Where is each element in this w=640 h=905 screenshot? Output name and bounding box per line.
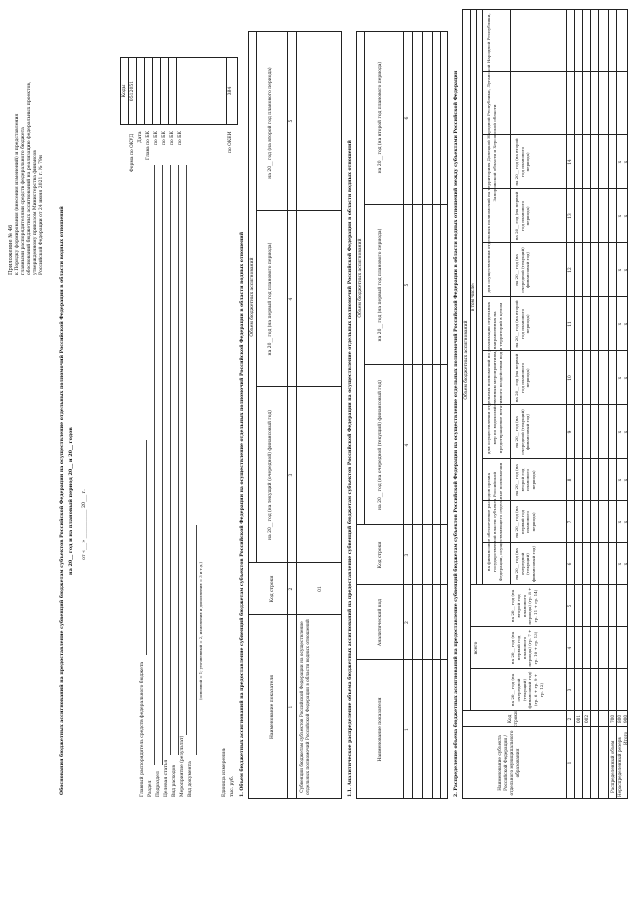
x-mark: x (617, 322, 622, 326)
column-number: 5 (568, 604, 573, 608)
column-header: на 20__ год (на первый год планового периода) (514, 191, 531, 241)
column-header: Код строки (378, 541, 383, 569)
column-number: 3 (289, 473, 294, 477)
form-code: 0512051 (130, 80, 135, 102)
column-header: на финансовое обеспечение расходов органа государственной власти субъекта Российской Федерации, осуществляющего отдельные полномочия (486, 462, 503, 582)
column-header: на 20__ год (на очередной (текущий) финансовый год) (514, 247, 531, 293)
form-label: Форма по ОКУД (130, 133, 135, 172)
column-header: на 20__ год (на очередной (текущий) финансовый год) (378, 380, 383, 511)
column-header: на 20__ год (на очередной (текущий) финансовый год) (514, 409, 531, 455)
x-mark: x (623, 562, 628, 566)
table-row-code: 700 (610, 715, 615, 723)
column-number: 10 (568, 375, 573, 381)
column-header: на 20__ год (на второй год планового периода) (378, 61, 383, 174)
column-number: 5 (405, 283, 410, 287)
x-mark: x (617, 430, 622, 434)
table-row-code: 01 (318, 586, 323, 592)
column-header: Наименование показателя (270, 675, 275, 739)
okei-value: 384 (228, 86, 233, 96)
column-number: 11 (568, 321, 573, 327)
column-number: 6 (568, 562, 573, 566)
date-label: Дата (138, 131, 143, 143)
section11-title: 1.1. Аналитическое распределение объема бюджетных ассигнований на предоставление субвенций бюджетам субъектов Российской Федерации на осуществление отдельных полномочий Российской Федерации в области водных отношений (348, 140, 353, 797)
column-header: на 20__ год (на второй год планового периода) (268, 67, 273, 179)
column-number: 13 (568, 213, 573, 219)
column-header: всего (474, 641, 479, 655)
column-number: 4 (568, 646, 573, 650)
column-header: на 20__ год (на второй год планового периода) (гр. 8 + гр. 11 + гр. 14) (510, 587, 539, 625)
codes-box (120, 57, 238, 125)
x-mark: x (617, 520, 622, 524)
x-mark: x (623, 376, 628, 380)
table-row-code: 001 (576, 715, 581, 723)
column-header: на 20__ год (на очередной (текущий) финансовый год) (514, 545, 536, 583)
column-header: на 20__ год (на очередной (текущий) финансовый год) (гр. 6 + гр. 9 + гр. 12) (510, 671, 544, 709)
column-header: на 20__ год (на первый год планового периода) (гр. 7 + гр. 10 + гр. 13) (510, 629, 539, 667)
x-mark: x (623, 214, 628, 218)
column-header: в том числе: (471, 282, 476, 312)
column-header: Наименование показателя (378, 697, 383, 762)
meta-field-label: Главный распорядитель средств федерального бюджета (140, 661, 145, 797)
section1-title: 1. Объем бюджетных ассигнований на предоставление субвенций бюджетам субъектов Российской Федерации на осуществление отдельных полномочий Российской Федерации в области водных отношений (240, 231, 245, 797)
column-number: 8 (568, 478, 573, 482)
section2-title: 2. Распределение объема бюджетных ассигнований на предоставление субвенций бюджетам субъектов Российской Федерации на осуществление отдельных полномочий Российской Федерации в области водных отношений между субъектами Российской Федерации (454, 70, 459, 797)
column-header: Объем бюджетных ассигнований (464, 320, 469, 400)
column-header: на 20__ год (на первый год планового периода) (514, 353, 531, 403)
doc-type-hint: (основной = 1; уточненный = 2, изменения и дополнения = 3 и т.д.) (198, 562, 203, 700)
meta-field-label: Раздел (148, 780, 153, 797)
meta-field-label: Целевая статья (164, 759, 169, 797)
column-number: 1 (289, 705, 294, 709)
table-row-code: 900 (623, 715, 628, 723)
column-header: на 20__ год (на первый год планового периода) (268, 242, 273, 356)
x-mark: x (617, 478, 622, 482)
appendix-line: обоснований бюджетных ассигнований на реализацию федеральных проектов, (27, 81, 32, 275)
unit-value: тыс. руб. (230, 775, 235, 797)
column-header: Объем бюджетных ассигнований (250, 257, 255, 337)
appendix-line: главными распорядителями средств федерального бюджета (21, 127, 26, 275)
table-row-name: Субвенции бюджетам субъектов Российской Федерации на осуществление отдельных полномочий Российской Федерации в области водных отношений (300, 619, 311, 795)
x-mark: x (617, 562, 622, 566)
column-number: 7 (568, 520, 573, 524)
document-title: Обоснования бюджетных ассигнований на предоставление субвенций бюджетам субъектов Российской Федерации на осуществление отдельных полномочий Российской Федерации в области водных отношений (60, 206, 65, 795)
column-number: 3 (568, 688, 573, 692)
meta-field-label: Подраздел (156, 771, 161, 797)
codes-row-label: Глава по БК (146, 130, 151, 160)
x-mark: x (623, 268, 628, 272)
column-number: 2 (568, 717, 573, 721)
column-number: 3 (405, 553, 410, 557)
x-mark: x (623, 160, 628, 164)
x-mark: x (623, 520, 628, 524)
x-mark: x (617, 268, 622, 272)
codes-row-label: по БК (162, 131, 167, 145)
date-line: от «___» ____________ 20___ г. (82, 489, 87, 560)
column-number: 12 (568, 267, 573, 273)
column-header: для осуществления отдельных полномочий на территориях Донецкой Народной Республики, Луганской Народной Республики, Запорожской области и Херсонской области (486, 13, 497, 293)
codes-row-label: по БК (154, 131, 159, 145)
column-number: 1 (568, 761, 573, 765)
document-subtitle: на 20__ год и на плановый период 20__ и 20__ годов (68, 427, 74, 575)
column-number: 4 (405, 443, 410, 447)
column-number: 1 (405, 728, 410, 731)
column-number: 2 (289, 587, 294, 591)
appendix-label: Приложение № 46 (8, 224, 14, 275)
column-header: Наименование субъекта Российской Федерации / отдельного муниципального образования (498, 730, 521, 796)
column-header: на 20__ год (на текущий (очередной) финансовый год) (268, 410, 273, 541)
table-row-name: Нераспределенный резерв (617, 737, 622, 797)
appendix-line: Российской Федерации от 24 июня 2021 г. № 79н (39, 155, 44, 275)
column-header: Код строки (270, 575, 275, 603)
meta-field-label: Мероприятие (результат) (180, 735, 185, 797)
column-header: на 20__ год (на второй год планового периода) (514, 300, 531, 348)
x-mark: x (623, 430, 628, 434)
meta-field-label: Вид расходов (172, 765, 177, 797)
column-header: Объем бюджетных ассигнований (358, 238, 363, 318)
column-number: 5 (289, 119, 294, 123)
column-number: 4 (289, 297, 294, 301)
column-header: на 20__ год (на второй год планового периода) (514, 138, 531, 186)
column-number: 9 (568, 430, 573, 434)
codes-row-label: по БК (170, 131, 175, 145)
column-header: на 20__ год (на второй год планового периода) (514, 464, 536, 496)
column-header: Код строки (508, 711, 519, 727)
x-mark: x (617, 214, 622, 218)
section11-table (356, 31, 448, 799)
unit-label: Единица измерения: (222, 747, 227, 797)
codes-row-label: по БК (178, 131, 183, 145)
column-header: Аналитический код (378, 598, 383, 647)
appendix-line: утвержденному приказом Министерства финансов (33, 150, 38, 275)
table-row-code: 002 (584, 715, 589, 723)
x-mark: x (617, 376, 622, 380)
column-number: 2 (405, 621, 410, 624)
x-mark: x (623, 478, 628, 482)
codes-header: Коды (122, 84, 127, 98)
x-mark: x (623, 322, 628, 326)
okei-label: по ОКЕИ (228, 131, 233, 153)
table-row-name: Итого (623, 731, 628, 745)
table-row-name: Распределенный объем (610, 740, 615, 793)
column-number: 14 (568, 159, 573, 165)
appendix-line: к Порядку формирования (внесения изменений) и представления (15, 113, 20, 275)
column-header: на 20__ год (на первый год планового периода) (378, 228, 383, 342)
column-number: 6 (405, 116, 410, 120)
table-row-code: 800 (617, 715, 622, 723)
column-header: для осуществления отдельных полномочий по реализации отдельных мер по водохозяйственным мероприятиям, направленных на предотвращение негативного воздействия вод и территорий в целом (486, 302, 503, 454)
meta-field-label: Вид документа (188, 761, 193, 797)
column-header: на 20__ год (на первый год планового периода) (514, 506, 536, 538)
section1-table (248, 31, 342, 799)
x-mark: x (617, 160, 622, 164)
